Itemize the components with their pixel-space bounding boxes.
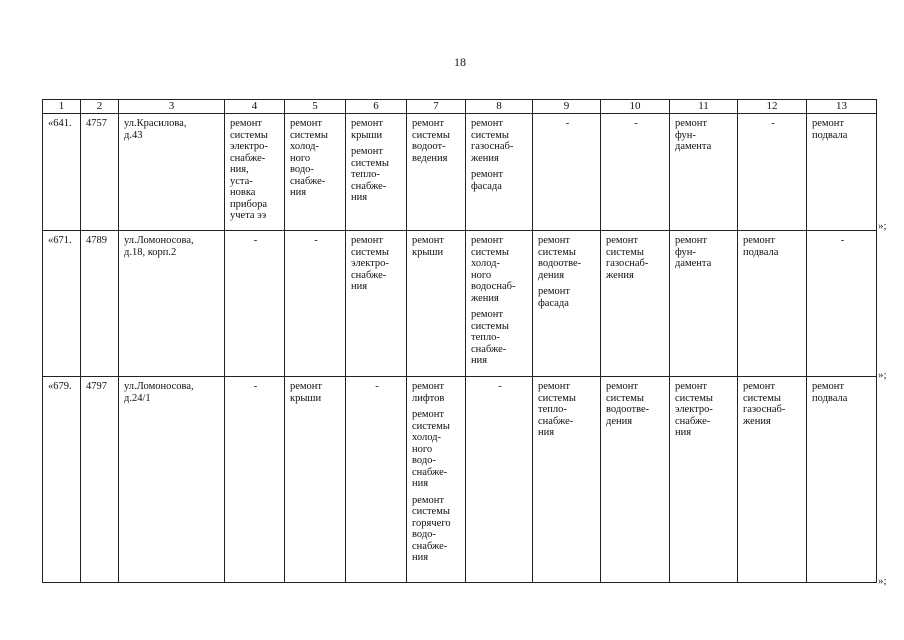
repair-work-line: электро-: [675, 404, 713, 415]
repair-work-line: уста-: [230, 175, 253, 187]
column-number: 12: [738, 100, 807, 114]
repair-work-line: крыши: [351, 129, 383, 141]
repair-work-line: ния: [412, 552, 429, 563]
repair-work-line: системы: [230, 129, 268, 141]
address-cell: [119, 114, 225, 231]
repair-work-item: [812, 118, 873, 141]
repair-work-line: холод-: [290, 141, 319, 152]
repair-work-line: ремонт: [290, 118, 323, 129]
repair-work-line: водоотве-: [538, 258, 582, 269]
column-number: 1: [43, 100, 81, 114]
repair-work-line: ремонт: [743, 235, 776, 246]
repair-work-line: ремонт: [675, 381, 708, 392]
repair-work-line: тепло-: [351, 169, 380, 180]
repair-work-line: системы: [412, 129, 450, 141]
repair-work-line: дамента: [675, 141, 712, 152]
repair-work-item: [675, 235, 734, 270]
repair-work-cell: [346, 231, 407, 377]
repair-work-cell: -: [225, 377, 285, 583]
repair-work-line: водоот-: [412, 141, 446, 152]
repair-work-item: [471, 169, 529, 192]
repair-work-line: водо-: [290, 164, 314, 175]
row-closing-mark: »;: [878, 220, 887, 232]
repair-work-line: ремонт: [675, 118, 708, 129]
repair-work-line: ремонт: [351, 146, 384, 157]
table-row: [43, 231, 877, 377]
repair-work-cell: -: [738, 114, 807, 231]
repair-work-item: [351, 146, 403, 204]
column-number: 11: [670, 100, 738, 114]
repair-work-line: ремонт: [471, 118, 504, 129]
column-number: 7: [407, 100, 466, 114]
column-number: 4: [225, 100, 285, 114]
repair-work-line: ремонт: [743, 381, 776, 392]
repair-work-line: ния: [412, 478, 429, 489]
repair-work-line: ремонт: [538, 235, 571, 246]
repair-work-line: ремонт: [538, 286, 571, 297]
repair-work-item: [538, 381, 597, 439]
address-cell: [119, 377, 225, 583]
repair-work-line: ремонт: [471, 309, 504, 320]
repair-work-line: системы: [471, 246, 509, 258]
repair-schedule-table: [42, 99, 877, 583]
repair-work-item: [471, 235, 529, 304]
repair-work-line: ремонт: [351, 118, 384, 129]
repair-work-line: системы: [290, 129, 328, 141]
repair-work-cell: [466, 231, 533, 377]
repair-work-cell: [738, 377, 807, 583]
repair-work-line: ремонт: [351, 235, 384, 246]
repair-work-line: водо-: [412, 529, 436, 540]
repair-work-item: [351, 235, 403, 293]
repair-work-line: ремонт: [412, 381, 445, 392]
repair-work-line: жения: [606, 269, 634, 281]
repair-work-line: системы: [412, 420, 450, 432]
repair-work-line: жения: [471, 292, 499, 304]
repair-work-line: снабже-: [471, 343, 507, 355]
column-number: 5: [285, 100, 346, 114]
repair-work-line: электро-: [351, 258, 389, 269]
address-line: д.24/1: [124, 392, 151, 404]
address-line: ул.Красилова,: [124, 118, 187, 129]
repair-work-line: ного: [412, 443, 433, 455]
table-row: [43, 114, 877, 231]
repair-work-line: системы: [606, 246, 644, 258]
repair-work-line: фун-: [675, 246, 696, 258]
repair-work-cell: [533, 231, 601, 377]
repair-work-line: системы: [471, 129, 509, 141]
repair-work-cell: [407, 231, 466, 377]
repair-work-line: горячего: [412, 517, 451, 529]
repair-work-line: системы: [606, 392, 644, 404]
repair-work-line: ведения: [412, 152, 448, 164]
repair-work-cell: -: [285, 231, 346, 377]
repair-work-line: крыши: [290, 392, 322, 404]
repair-work-line: ния: [471, 355, 488, 366]
repair-work-line: снабже-: [351, 269, 387, 281]
column-number: 8: [466, 100, 533, 114]
column-number: 9: [533, 100, 601, 114]
repair-work-line: снабже-: [412, 466, 448, 478]
repair-work-item: [412, 118, 462, 164]
repair-work-line: ремонт: [471, 169, 504, 180]
repair-work-cell: [670, 377, 738, 583]
address-line: ул.Ломоносова,: [124, 235, 194, 246]
building-code-cell: 4789: [81, 231, 119, 377]
repair-work-item: [812, 381, 873, 404]
repair-work-line: ремонт: [412, 235, 445, 246]
repair-work-line: ного: [471, 269, 492, 281]
repair-work-item: [538, 286, 597, 309]
repair-work-item: [471, 118, 529, 164]
repair-work-item: [743, 381, 803, 427]
repair-work-line: тепло-: [538, 404, 567, 415]
repair-work-line: электро-: [230, 141, 268, 152]
repair-work-line: системы: [675, 392, 713, 404]
repair-work-item: [675, 118, 734, 153]
address-line: д.18, корп.2: [124, 246, 177, 258]
repair-work-line: учета ээ: [230, 210, 267, 221]
repair-work-line: ремонт: [812, 118, 845, 129]
repair-work-line: подвала: [812, 392, 848, 404]
repair-work-item: [412, 495, 462, 564]
repair-work-line: водоснаб-: [471, 281, 516, 292]
repair-work-line: ремонт: [538, 381, 571, 392]
repair-work-cell: [407, 114, 466, 231]
repair-work-line: новка: [230, 187, 256, 198]
repair-work-line: дения: [606, 415, 633, 427]
repair-work-line: дения: [538, 269, 565, 281]
page-number: 18: [454, 55, 466, 69]
repair-work-item: [606, 235, 666, 281]
repair-work-line: ния: [290, 187, 307, 198]
column-number: 10: [601, 100, 670, 114]
repair-work-line: холод-: [471, 258, 500, 269]
table-row: [43, 377, 877, 583]
repair-work-item: [290, 118, 342, 199]
repair-work-line: снабже-: [351, 180, 387, 192]
repair-work-line: ния: [351, 281, 368, 292]
repair-work-cell: -: [601, 114, 670, 231]
repair-work-line: водоотве-: [606, 404, 650, 415]
repair-work-line: системы: [351, 246, 389, 258]
repair-work-item: [743, 235, 803, 258]
repair-work-line: жения: [471, 152, 499, 164]
repair-work-line: дамента: [675, 258, 712, 269]
repair-work-item: [230, 118, 281, 222]
address-line: д.43: [124, 129, 143, 141]
repair-work-line: ремонт: [290, 381, 323, 392]
repair-work-line: снабже-: [675, 415, 711, 427]
repair-work-cell: [807, 114, 877, 231]
column-number: 13: [807, 100, 877, 114]
repair-work-cell: -: [466, 377, 533, 583]
repair-work-line: тепло-: [471, 332, 500, 343]
address-cell: [119, 231, 225, 377]
repair-work-item: [606, 381, 666, 427]
repair-work-line: подвала: [812, 129, 848, 141]
repair-work-cell: [285, 377, 346, 583]
address-line: ул.Ломоносова,: [124, 381, 194, 392]
repair-work-line: ремонт: [230, 118, 263, 129]
repair-work-line: системы: [412, 506, 450, 517]
repair-work-line: ремонт: [471, 235, 504, 246]
repair-work-line: ремонт: [412, 494, 445, 506]
repair-work-cell: -: [346, 377, 407, 583]
repair-work-cell: [738, 231, 807, 377]
repair-work-line: водо-: [412, 455, 436, 466]
repair-work-item: [351, 118, 403, 141]
repair-work-line: снабже-: [412, 540, 448, 552]
repair-work-line: ремонт: [606, 381, 639, 392]
repair-work-line: ремонт: [606, 235, 639, 246]
column-number: 6: [346, 100, 407, 114]
repair-work-line: крыши: [412, 246, 444, 258]
repair-work-line: ремонт: [812, 381, 845, 392]
repair-work-item: [412, 235, 462, 258]
repair-work-cell: [346, 114, 407, 231]
repair-work-line: снабже-: [538, 415, 574, 427]
repair-work-line: фун-: [675, 129, 696, 141]
repair-work-cell: [601, 231, 670, 377]
repair-work-line: холод-: [412, 432, 441, 443]
repair-work-cell: [225, 114, 285, 231]
repair-work-line: ния: [675, 427, 692, 438]
repair-work-line: системы: [743, 392, 781, 404]
repair-work-item: [412, 381, 462, 404]
repair-work-cell: [601, 377, 670, 583]
item-number-cell: «671.: [43, 231, 81, 377]
repair-work-cell: [533, 377, 601, 583]
repair-work-line: прибора: [230, 198, 267, 210]
repair-work-line: лифтов: [412, 392, 445, 404]
repair-work-line: ния,: [230, 164, 249, 175]
repair-work-cell: -: [533, 114, 601, 231]
repair-work-item: [675, 381, 734, 439]
repair-work-item: [538, 235, 597, 281]
item-number-cell: «641.: [43, 114, 81, 231]
repair-work-line: жения: [743, 415, 771, 427]
item-number-cell: «679.: [43, 377, 81, 583]
repair-work-item: [290, 381, 342, 404]
row-closing-mark: »;: [878, 575, 887, 587]
repair-work-cell: [407, 377, 466, 583]
repair-work-line: системы: [538, 246, 576, 258]
column-number-row: [43, 100, 877, 114]
repair-work-cell: [466, 114, 533, 231]
repair-work-line: ремонт: [412, 409, 445, 420]
repair-work-item: [471, 309, 529, 367]
repair-work-line: газоснаб-: [743, 404, 786, 415]
repair-work-line: ного: [290, 152, 311, 164]
repair-work-line: ремонт: [675, 235, 708, 246]
repair-work-line: ния: [351, 192, 368, 203]
repair-work-line: системы: [351, 157, 389, 169]
repair-work-cell: [670, 231, 738, 377]
repair-work-line: газоснаб-: [471, 141, 514, 152]
repair-work-item: [412, 409, 462, 490]
repair-work-line: ния: [538, 427, 555, 438]
repair-work-line: подвала: [743, 246, 779, 258]
repair-work-cell: [285, 114, 346, 231]
repair-work-line: газоснаб-: [606, 258, 649, 269]
repair-work-cell: [670, 114, 738, 231]
row-closing-mark: »;: [878, 369, 887, 381]
column-number: 2: [81, 100, 119, 114]
repair-work-line: ремонт: [412, 118, 445, 129]
repair-work-line: фасада: [471, 180, 502, 192]
repair-work-cell: -: [225, 231, 285, 377]
repair-work-line: снабже-: [290, 175, 326, 187]
repair-work-line: системы: [538, 392, 576, 404]
repair-work-line: снабже-: [230, 152, 266, 164]
repair-work-cell: [807, 377, 877, 583]
building-code-cell: 4757: [81, 114, 119, 231]
repair-work-line: фасада: [538, 297, 569, 309]
repair-work-line: системы: [471, 320, 509, 332]
column-number: 3: [119, 100, 225, 114]
building-code-cell: 4797: [81, 377, 119, 583]
repair-work-cell: -: [807, 231, 877, 377]
